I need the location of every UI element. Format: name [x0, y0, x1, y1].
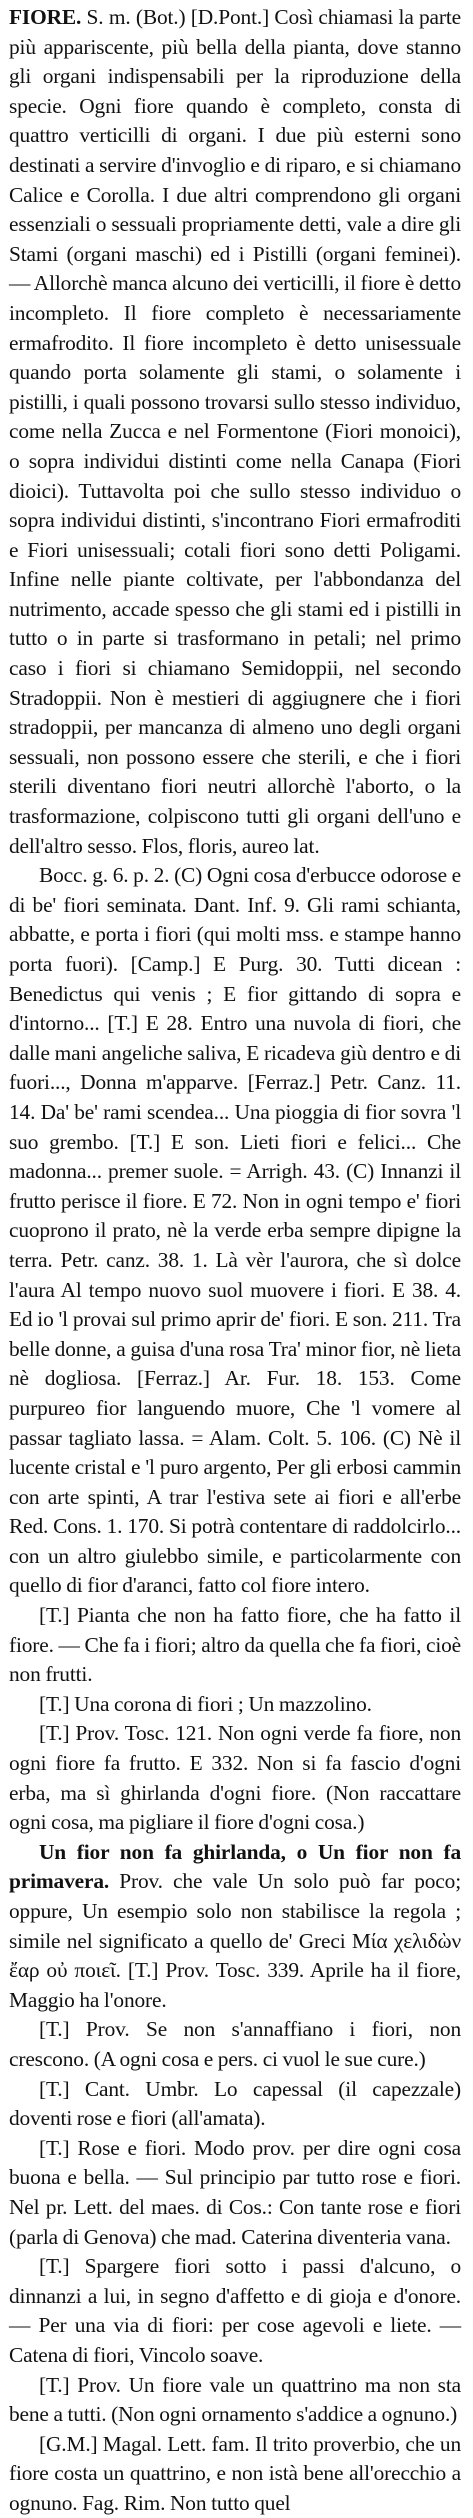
proverb-paragraph	[9, 1838, 461, 2016]
usage-paragraph-9: [G.M.] Magal. Lett. fam. Il trito proverbio, che un fiore costa un quattrino, e non istà bene all'orecchio a ognuno. Fag. Rim. Non tutto quel	[9, 2431, 461, 2515]
grammar-info: S. m. (Bot.) [D.Pont.]	[86, 5, 270, 29]
usage-paragraph-4: [T.] Prov. Se non s'annaffiano i fiori, non crescono. (A ogni cosa e pers. ci vuol le sue cure.)	[9, 2017, 461, 2071]
usage-paragraph-8: [T.] Prov. Un fiore vale un quattrino ma non sta bene a tutti. (Non ogni ornamento s'addice a ognuno.)	[9, 2372, 461, 2427]
usage-paragraph-6: [T.] Rose e fiori. Modo prov. per dire ogni cosa buona e bella. — Sul principio par tutto rose e fiori. Nel pr. Lett. del maes. di Cos.: Con tante rose e fiori (parla di Genova) che mad. Caterina diventeria vana.	[9, 2135, 461, 2249]
proverb-text: Prov. che vale Un solo può far poco; oppure, Un esempio solo non stabilisce la regola ; simile nel significato a quello de' Greci Μία χελιδὼν ἔαρ οὐ ποιεῖ. [T.] Prov. Tosc. 339. Aprile ha il fiore, Maggio ha l'onore.	[9, 1869, 461, 2012]
entry-definition	[9, 3, 461, 861]
usage-paragraph-5: [T.] Cant. Umbr. Lo capessal (il capezzale) doventi rose e fiori (all'amata).	[9, 2076, 461, 2131]
usage-paragraph-2: [T.] Una corona di fiori ; Un mazzolino.	[39, 1691, 372, 1716]
proverb-heading: Un fior non fa ghirlanda, o Un fior non fa primavera.	[9, 1839, 461, 1894]
definition-text: Così chiamasi la parte più appariscente, più bella della pianta, dove stanno gli organi indispensabili per la riproduzione della specie. Ogni fiore quando è completo, consta di quattro verticilli di organi. I due più esterni sono destinati a servire d'invoglio e di riparo, e si chiamano Calice e Corolla. I due altri comprendono gli organi essenziali o sessuali propriamente detti, vale a dire gli Stami (organi maschi) ed i Pistilli (organi feminei). — Allorchè manca alcuno dei verticilli, il fiore è detto incompleto. Il fiore completo è necessariamente ermafrodito. Il fiore incompleto è detto unisessuale quando porta solamente gli stami, o solamente i pistilli, i quali possono trovarsi sullo stesso individuo, come nella Zucca e nel Formentone (Fiori monoici), o sopra individui distinti come nella Canapa (Fiori dioici). Tuttavolta poi che sullo stesso individuo o sopra individui distinti, s'incontrano Fiori ermafroditi e Fiori unisessuali; cotali fiori sono detti Poligami. Infine nelle piante coltivate, per l'abbondanza del nutrimento, accade spesso che gli stami ed i pistilli in tutto o in parte si trasformano in petali; nel primo caso i fiori si chiamano Semidoppii, nel secondo Stradoppii. Non è mestieri di aggiugnere che i fiori stradoppii, per mancanza di almeno uno degli organi sessuali, non possono essere che sterili, e che i fiori sterili diventano fiori neutri allorchè l'aborto, o la trasformazione, colpiscono tutti gli organi dell'uno e dell'altro sesso. Flos, floris, aureo lat.	[9, 5, 462, 858]
citations-paragraph: Bocc. g. 6. p. 2. (C) Ogni cosa d'erbucce odorose e di be' fiori seminata. Dant. Inf. 9. Gli rami schianta, abbatte, e porta i fiori (qui molti mss. e stampe hanno porta fuori). [Camp.] E Purg. 30. Tutti dicean : Benedictus qui venis ; E fior gittando di sopra e d'intorno... [T.] E 28. Entro una nuvola di fiori, che dalle mani angeliche saliva, E ricadeva giù dentro e di fuori..., Donna m'apparve. [Ferraz.] Petr. Canz. 11. 14. Da' be' rami scendea... Una pioggia di fior sovra 'l suo grembo. [T.] E son. Lieti fiori e felici... Che madonna... premer suole. = Arrigh. 43. (C) Innanzi il frutto perisce il fiore. E 72. Non in ogni tempo e' fiori cuoprono il prato, nè la verde erba sempre dipigne la terra. Petr. canz. 38. 1. Là vèr l'aurora, che sì dolce l'aura Al tempo nuovo suol muovere i fiori. E 38. 4. Ed io 'l provai sul primo aprir de' fiori. E son. 211. Tra belle donne, a guisa d'una rosa Tra' minor fior, nè lieta nè dogliosa. [Ferraz.] Ar. Fur. 18. 153. Come purpureo fior languendo muore, Che 'l vomere al passar tagliato lassa. = Alam. Colt. 5. 106. (C) Nè il lucente cristal e 'l puro argento, Per gli erbosi cammin con arte spinti, A trar l'estiva sete ai fiori e all'erbe Red. Cons. 1. 170. Si potrà contentare di raddolcirlo... con un altro giulebbo simile, e particolarmente con quello di fior d'aranci, fatto col fiore intero.	[9, 863, 461, 1598]
usage-paragraph-1: [T.] Pianta che non ha fatto fiore, che ha fatto il fiore. — Che fa i fiori; altro da quella che fa fiori, cioè non frutti.	[9, 1603, 461, 1687]
usage-paragraph-3: [T.] Prov. Tosc. 121. Non ogni verde fa fiore, non ogni fiore fa frutto. E 332. Non si fa fascio d'ogni erba, ma sì ghirlanda d'ogni fiore. (Non raccattare ogni cosa, ma pigliare il fiore d'ogni cosa.)	[9, 1721, 461, 1835]
headword: FIORE.	[9, 5, 82, 29]
usage-paragraph-7: [T.] Spargere fiori sotto i passi d'alcuno, o dinnanzi a lui, in segno d'affetto e di gioja e d'onore. — Per una via di fiori: per cose agevoli e liete. — Catena di fiori, Vincolo soave.	[9, 2254, 461, 2367]
